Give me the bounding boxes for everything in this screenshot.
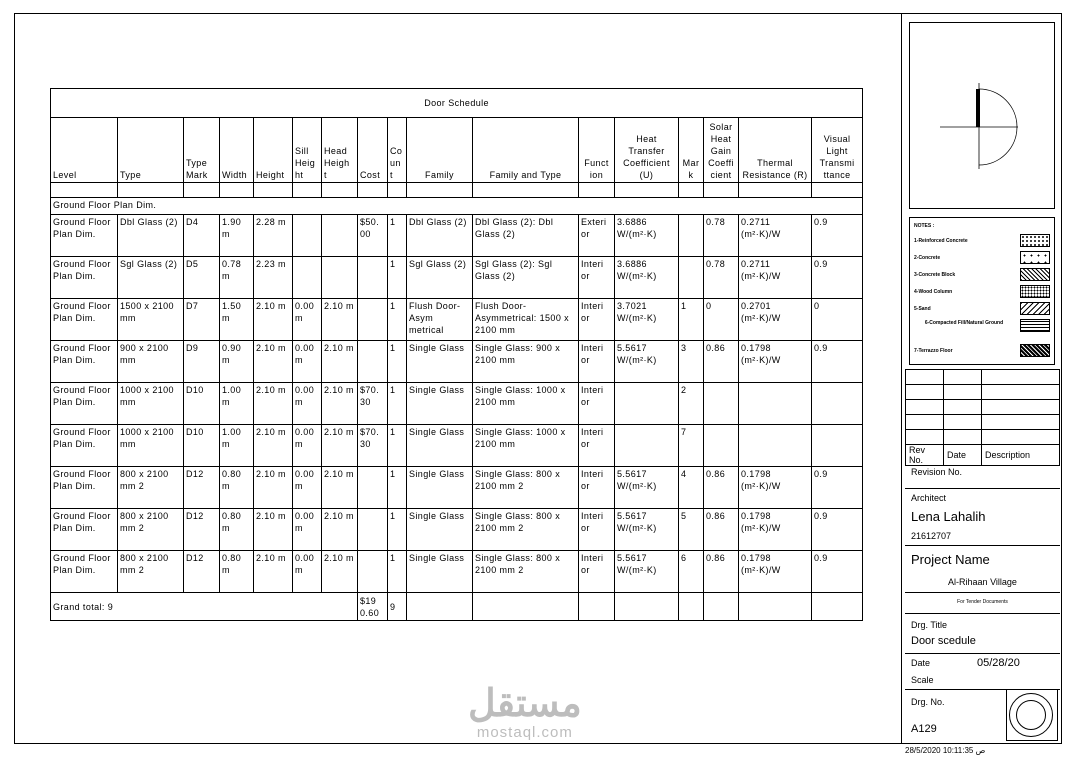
scale-label: Scale	[911, 675, 934, 685]
schedule-title: Door Schedule	[51, 89, 863, 118]
table-cell: Interi or	[579, 383, 615, 425]
table-cell: Single Glass: 800 x 2100 mm 2	[473, 467, 579, 509]
drawing-title-label: Drg. Title	[911, 620, 948, 630]
table-cell: Single Glass: 800 x 2100 mm 2	[473, 551, 579, 593]
legend-item: 3-Concrete Block	[914, 268, 1052, 282]
header-sill-height: Sill Heig ht	[293, 118, 322, 183]
table-cell: $70. 30	[358, 383, 388, 425]
header-solar-heat-gain: Solar Heat Gain Coeffi cient	[704, 118, 739, 183]
table-cell: 0.00 m	[293, 425, 322, 467]
architect-label: Architect	[911, 493, 947, 503]
table-cell	[679, 215, 704, 257]
table-cell	[322, 215, 358, 257]
table-cell: $50. 00	[358, 215, 388, 257]
header-visual-light: Visual Light Transmi ttance	[812, 118, 863, 183]
rev-description-header: Description	[982, 445, 1060, 466]
table-cell: D12	[184, 509, 220, 551]
grand-total-count: 9	[388, 593, 407, 621]
table-cell: Single Glass	[407, 341, 473, 383]
table-cell: Interi or	[579, 467, 615, 509]
table-cell: 800 x 2100 mm 2	[118, 467, 184, 509]
table-cell: D7	[184, 299, 220, 341]
table-cell: 4	[679, 467, 704, 509]
table-cell: Interi or	[579, 509, 615, 551]
table-cell: 1	[388, 467, 407, 509]
revision-no-label: Revision No.	[911, 467, 963, 477]
table-cell: 0	[812, 299, 863, 341]
header-count: Co un t	[388, 118, 407, 183]
table-cell: 1	[388, 341, 407, 383]
architect-id: 21612707	[911, 531, 952, 541]
header-family: Family	[407, 118, 473, 183]
table-cell	[679, 257, 704, 299]
table-cell: Ground Floor Plan Dim.	[51, 383, 118, 425]
table-cell: Single Glass	[407, 425, 473, 467]
project-name: Project Name	[911, 552, 990, 567]
table-cell: 1.00 m	[220, 383, 254, 425]
table-cell: 2.10 m	[254, 341, 293, 383]
table-cell: 0.9	[812, 341, 863, 383]
table-row	[51, 341, 863, 383]
table-cell: 2.10 m	[322, 509, 358, 551]
table-cell: 6	[679, 551, 704, 593]
table-cell: 5.5617 W/(m²·K)	[615, 509, 679, 551]
table-cell: Dbl Glass (2)	[118, 215, 184, 257]
table-cell	[358, 299, 388, 341]
table-cell: 1500 x 2100 mm	[118, 299, 184, 341]
table-cell: 3.7021 W/(m²·K)	[615, 299, 679, 341]
header-level: Level	[51, 118, 118, 183]
table-cell: 800 x 2100 mm 2	[118, 551, 184, 593]
header-head-height: Head Heigh t	[322, 118, 358, 183]
header-family-and-type: Family and Type	[473, 118, 579, 183]
table-cell: 2.10 m	[322, 341, 358, 383]
table-row	[51, 383, 863, 425]
table-cell: 800 x 2100 mm 2	[118, 509, 184, 551]
table-cell: 5.5617 W/(m²·K)	[615, 551, 679, 593]
table-cell: 2.10 m	[322, 467, 358, 509]
table-cell: Single Glass	[407, 551, 473, 593]
legend-item: 2-Concrete	[914, 251, 1052, 265]
header-type-mark: Type Mark	[184, 118, 220, 183]
table-cell: Sgl Glass (2)	[407, 257, 473, 299]
table-cell: 0.00 m	[293, 551, 322, 593]
table-row	[51, 551, 863, 593]
date-value: 05/28/20	[977, 657, 1020, 669]
table-cell: Interi or	[579, 341, 615, 383]
print-timestamp: 28/5/2020 10:11:35 ص	[905, 746, 986, 755]
legend-item: 4-Wood Column	[914, 285, 1052, 299]
drawing-number: A129	[911, 723, 937, 735]
legend-title: NOTES :	[914, 223, 935, 229]
table-cell: Single Glass: 1000 x 2100 mm	[473, 383, 579, 425]
table-cell	[739, 425, 812, 467]
table-cell: 0	[704, 299, 739, 341]
table-cell: 0.9	[812, 257, 863, 299]
header-cost: Cost	[358, 118, 388, 183]
revision-table	[905, 369, 1060, 466]
table-cell: 2.28 m	[254, 215, 293, 257]
table-cell: 2.10 m	[254, 467, 293, 509]
table-cell: 0.00 m	[293, 341, 322, 383]
table-cell: 2.10 m	[254, 383, 293, 425]
table-cell: 0.86	[704, 509, 739, 551]
table-cell: 0.78	[704, 215, 739, 257]
north-arrow-box	[909, 22, 1055, 209]
table-cell	[358, 341, 388, 383]
table-cell	[358, 551, 388, 593]
table-cell: 2.10 m	[254, 299, 293, 341]
table-cell: 0.86	[704, 467, 739, 509]
table-cell: 1.00 m	[220, 425, 254, 467]
table-cell	[322, 257, 358, 299]
table-cell: D12	[184, 467, 220, 509]
table-cell: 2	[679, 383, 704, 425]
table-cell: 3.6886 W/(m²·K)	[615, 215, 679, 257]
table-cell: $70. 30	[358, 425, 388, 467]
table-cell: Flush Door-Asym metrical	[407, 299, 473, 341]
header-heat-transfer: Heat Transfer Coefficient (U)	[615, 118, 679, 183]
legend-item: 5-Sand	[914, 302, 1052, 316]
table-cell: 0.00 m	[293, 467, 322, 509]
table-cell: D10	[184, 383, 220, 425]
north-arrow-icon	[910, 23, 1054, 208]
table-cell: 1	[388, 551, 407, 593]
table-cell: Sgl Glass (2): Sgl Glass (2)	[473, 257, 579, 299]
table-cell: Single Glass	[407, 383, 473, 425]
table-cell: Dbl Glass (2): Dbl Glass (2)	[473, 215, 579, 257]
table-cell: Interi or	[579, 257, 615, 299]
table-cell: Ground Floor Plan Dim.	[51, 551, 118, 593]
blank-row	[51, 183, 863, 198]
table-cell: Ground Floor Plan Dim.	[51, 215, 118, 257]
header-type: Type	[118, 118, 184, 183]
table-cell: Sgl Glass (2)	[118, 257, 184, 299]
table-cell: 1	[679, 299, 704, 341]
table-cell: 2.10 m	[254, 425, 293, 467]
table-cell: Ground Floor Plan Dim.	[51, 425, 118, 467]
table-cell: Dbl Glass (2)	[407, 215, 473, 257]
table-cell: 1	[388, 425, 407, 467]
table-cell: Single Glass	[407, 509, 473, 551]
table-cell: 3.6886 W/(m²·K)	[615, 257, 679, 299]
table-cell: 0.9	[812, 215, 863, 257]
project-place: Al-Rihaan Village	[948, 577, 1017, 587]
table-cell: Ground Floor Plan Dim.	[51, 257, 118, 299]
table-cell	[615, 425, 679, 467]
table-cell: 2.23 m	[254, 257, 293, 299]
table-cell	[615, 383, 679, 425]
table-cell: 1.90 m	[220, 215, 254, 257]
table-cell: Interi or	[579, 551, 615, 593]
table-cell: D4	[184, 215, 220, 257]
table-row	[51, 467, 863, 509]
architect-name: Lena Lahalih	[911, 509, 986, 524]
table-cell: 0.1798 (m²·K)/W	[739, 551, 812, 593]
table-cell: 0.2711 (m²·K)/W	[739, 257, 812, 299]
table-cell: 0.00 m	[293, 509, 322, 551]
table-cell: 1	[388, 509, 407, 551]
table-cell: Single Glass: 800 x 2100 mm 2	[473, 509, 579, 551]
table-cell: 0.78 m	[220, 257, 254, 299]
table-cell: 0.90 m	[220, 341, 254, 383]
table-cell: 0.00 m	[293, 299, 322, 341]
table-cell: 0.1798 (m²·K)/W	[739, 341, 812, 383]
table-cell: D12	[184, 551, 220, 593]
table-cell: 7	[679, 425, 704, 467]
tender-note: For Tender Documents	[957, 599, 1008, 605]
table-cell: Exteri or	[579, 215, 615, 257]
table-cell	[739, 383, 812, 425]
table-cell: Single Glass: 1000 x 2100 mm	[473, 425, 579, 467]
table-cell: 2.10 m	[322, 425, 358, 467]
table-row	[51, 215, 863, 257]
legend-item: 7-Terrazzo Floor	[914, 344, 1052, 358]
table-cell: 1000 x 2100 mm	[118, 425, 184, 467]
table-cell: 2.10 m	[322, 551, 358, 593]
table-cell: Single Glass	[407, 467, 473, 509]
university-seal-icon	[1009, 693, 1053, 737]
table-cell	[704, 383, 739, 425]
grand-total-row	[51, 593, 863, 621]
grand-total-label: Grand total: 9	[51, 593, 358, 621]
header-thermal-resistance: Thermal Resistance (R)	[739, 118, 812, 183]
grand-total-cost: $19 0.60	[358, 593, 388, 621]
table-cell: Ground Floor Plan Dim.	[51, 467, 118, 509]
table-cell	[358, 257, 388, 299]
table-cell	[293, 215, 322, 257]
table-row	[51, 299, 863, 341]
table-cell: Ground Floor Plan Dim.	[51, 299, 118, 341]
drawing-number-label: Drg. No.	[911, 697, 945, 707]
table-cell	[358, 509, 388, 551]
table-cell: 1.50 m	[220, 299, 254, 341]
table-cell	[812, 425, 863, 467]
material-legend	[909, 217, 1055, 365]
table-cell: 5.5617 W/(m²·K)	[615, 467, 679, 509]
table-cell: D5	[184, 257, 220, 299]
door-schedule-table	[50, 88, 863, 621]
header-height: Height	[254, 118, 293, 183]
table-cell: 1	[388, 257, 407, 299]
table-cell: Ground Floor Plan Dim.	[51, 509, 118, 551]
table-cell: 0.1798 (m²·K)/W	[739, 467, 812, 509]
table-cell: D10	[184, 425, 220, 467]
table-cell	[358, 467, 388, 509]
table-cell	[293, 257, 322, 299]
table-cell: 2.10 m	[254, 551, 293, 593]
drawing-title: Door scedule	[911, 635, 976, 647]
table-cell: D9	[184, 341, 220, 383]
table-cell: 0.9	[812, 551, 863, 593]
table-cell: Interi or	[579, 299, 615, 341]
table-cell: 0.9	[812, 509, 863, 551]
rev-date-header: Date	[944, 445, 982, 466]
header-function: Funct ion	[579, 118, 615, 183]
table-cell: 0.86	[704, 341, 739, 383]
table-cell: 0.78	[704, 257, 739, 299]
table-row	[51, 509, 863, 551]
table-cell: 0.00 m	[293, 383, 322, 425]
table-cell: 1	[388, 383, 407, 425]
table-row	[51, 425, 863, 467]
header-width: Width	[220, 118, 254, 183]
rev-no-header: Rev No.	[906, 445, 944, 466]
table-cell: 5	[679, 509, 704, 551]
table-cell: 2.10 m	[322, 299, 358, 341]
table-row	[51, 257, 863, 299]
legend-item: 1-Reinforced Concrete	[914, 234, 1052, 248]
legend-item: 6-Compacted Fill/Natural Ground	[914, 319, 1052, 333]
table-cell	[704, 425, 739, 467]
table-cell: 0.80 m	[220, 551, 254, 593]
table-cell: 0.2711 (m²·K)/W	[739, 215, 812, 257]
table-cell	[812, 383, 863, 425]
table-cell: Ground Floor Plan Dim.	[51, 341, 118, 383]
date-label: Date	[911, 658, 931, 668]
table-cell: 0.2701 (m²·K)/W	[739, 299, 812, 341]
header-mark: Mar k	[679, 118, 704, 183]
table-cell: Interi or	[579, 425, 615, 467]
table-cell: 2.10 m	[322, 383, 358, 425]
table-cell: 5.5617 W/(m²·K)	[615, 341, 679, 383]
table-cell: 0.9	[812, 467, 863, 509]
schedule-header-row	[51, 118, 863, 183]
table-cell: Single Glass: 900 x 2100 mm	[473, 341, 579, 383]
group-header-row	[51, 198, 863, 215]
table-cell: 0.80 m	[220, 509, 254, 551]
table-cell: 0.86	[704, 551, 739, 593]
watermark: مستقل mostaql.com	[468, 683, 582, 741]
table-cell: 0.1798 (m²·K)/W	[739, 509, 812, 551]
table-cell: Flush Door-Asymmetrical: 1500 x 2100 mm	[473, 299, 579, 341]
table-cell: 1000 x 2100 mm	[118, 383, 184, 425]
table-cell: 900 x 2100 mm	[118, 341, 184, 383]
table-cell: 3	[679, 341, 704, 383]
table-cell: 2.10 m	[254, 509, 293, 551]
table-cell: 1	[388, 299, 407, 341]
group-label: Ground Floor Plan Dim.	[51, 198, 863, 215]
table-cell: 0.80 m	[220, 467, 254, 509]
table-cell: 1	[388, 215, 407, 257]
title-block	[901, 13, 1062, 744]
